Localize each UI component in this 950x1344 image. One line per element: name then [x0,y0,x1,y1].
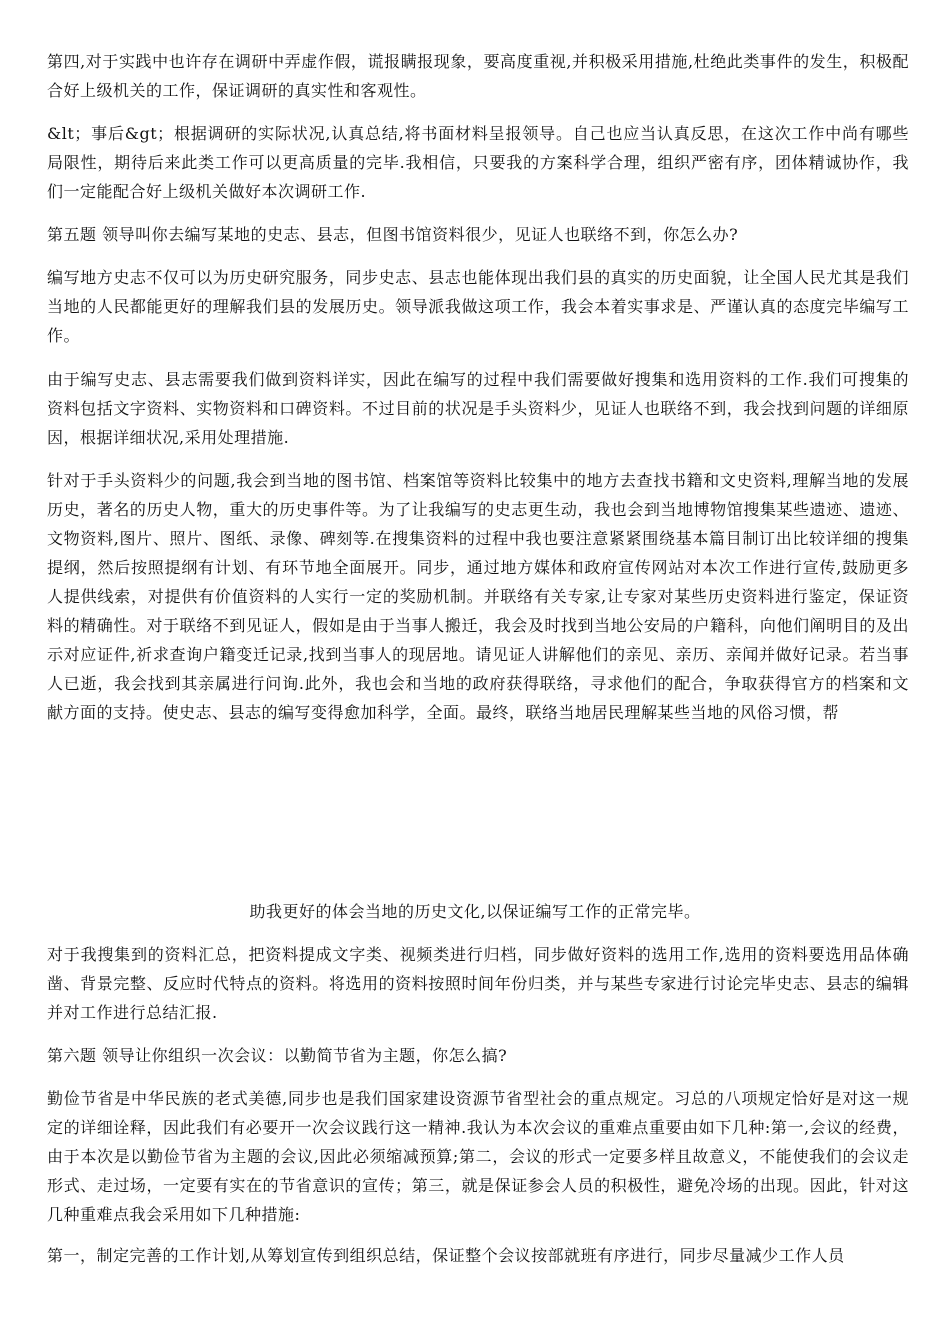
question-five-heading: 第五题 领导叫你去编写某地的史志、县志，但图书馆资料很少，见证人也联络不到，你怎么办? [47,225,739,244]
paragraph-solutions: 针对于手头资料少的问题,我会到当地的图书馆、档案馆等资料比较集中的地方去查找书籍和文史资料,理解当地的发展历史，著名的历史人物，重大的历史事件等。为了让我编写的史志更生动，我也会到当地博物馆搜集某些遗迹、遗迹、文物资料,图片、照片、图纸、录像、碑刻等.在搜集资料的过程中我也要注意紧紧围绕基本篇目制订出比较详细的搜集提纲，然后按照提纲有计划、有环节地全面展开。同步，通过地方媒体和政府宣传网站对本次工作进行宣传,鼓励更多人提供线索，对提供有价值资料的人实行一定的奖励机制。并联络有关专家,让专家对某些历史资料进行鉴定，保证资料的精确性。对于联络不到见证人，假如是由于当事人搬迁，我会及时找到当地公安局的户籍科，向他们阐明目的及出示对应证件,祈求查询户籍变迁记录,找到当事人的现居地。请见证人讲解他们的亲见、亲历、亲闻并做好记录。若当事人已逝，我会找到其亲属进行问询.此外，我也会和当地的政府获得联络，寻求他们的配合，争取获得官方的档案和文献方面的支持。使史志、县志的编写变得愈加科学，全面。最终，联络当地居民理解某些当地的风俗习惯，帮 [47,471,909,722]
paragraph-history-purpose: 编写地方史志不仅可以为历史研究服务，同步史志、县志也能体现出我们县的真实的历史面貌，让全国人民尤其是我们当地的人民都能更好的理解我们县的发展历史。领导派我做这项工作，我会本着实事求是、严谨认真的态度完毕编写工作。 [47,268,909,345]
paragraph-point-four: 第四,对于实践中也许存在调研中弄虚作假，谎报瞒报现象，要高度重视,并积极采用措施,杜绝此类事件的发生，积极配合好上级机关的工作，保证调研的真实性和客观性。 [47,52,909,100]
paragraph-collect-materials: 由于编写史志、县志需要我们做到资料详实，因此在编写的过程中我们需要做好搜集和选用资料的工作.我们可搜集的资料包括文字资料、实物资料和口碑资料。不过目前的状况是手头资料少，见证人也联络不到，我会找到问题的详细原因，根据详细状况,采用处理措施. [47,370,909,447]
paragraph-measure-one: 第一，制定完善的工作计划,从筹划宣传到组织总结，保证整个会议按部就班有序进行，同步尽量减少工作人员 [47,1246,845,1265]
paragraph-after-summary: &lt；事后&gt；根据调研的实际状况,认真总结,将书面材料呈报领导。自己也应当认真反思，在这次工作中尚有哪些局限性，期待后来此类工作可以更高质量的完毕.我相信，只要我的方案科学合理，组织严密有序，团体精诚协作，我们一定能配合好上级机关做好本次调研工作. [47,124,909,201]
paragraph-continuation: 助我更好的体会当地的历史文化,以保证编写工作的正常完毕。 [249,902,701,921]
paragraph-frugal-meeting: 勤俭节省是中华民族的老式美德,同步也是我们国家建设资源节省型社会的重点规定。习总的八项规定恰好是对这一规定的详细诠释，因此我们有必要开一次会议践行这一精神.我认为本次会议的重难点重要由如下几种:第一,会议的经费，由于本次是以勤俭节省为主题的会议,因此必须缩减预算;第二，会议的形式一定要多样且故意义，不能使我们的会议走形式、走过场，一定要有实在的节省意识的宣传；第三，就是保证参会人员的积极性，避免冷场的出现。因此，针对这几种重难点我会采用如下几种措施: [47,1089,909,1224]
paragraph-archive-materials: 对于我搜集到的资料汇总，把资料提成文字类、视频类进行归档，同步做好资料的选用工作,选用的资料要选用品体确凿、背景完整、反应时代特点的资料。将选用的资料按照时间年份归类，并与某些专家进行讨论完毕史志、县志的编辑并对工作进行总结汇报. [47,945,909,1022]
question-six-heading: 第六题 领导让你组织一次会议：以勤简节省为主题，你怎么搞? [47,1046,508,1065]
